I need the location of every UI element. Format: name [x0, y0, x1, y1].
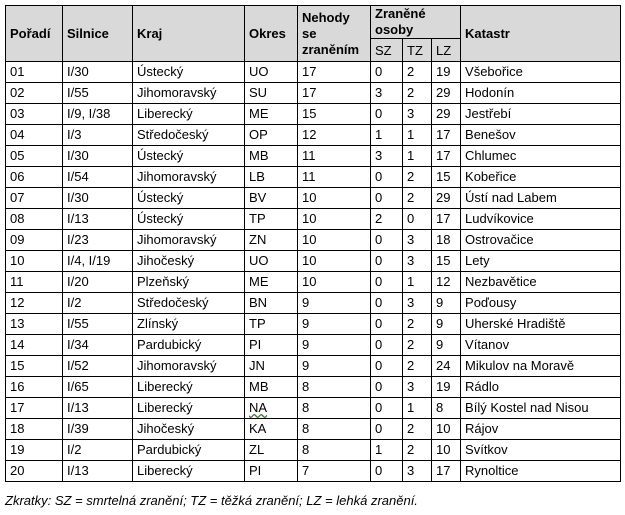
- cell-katastr: Nezbavětice: [461, 272, 621, 293]
- cell-poradi: 03: [6, 104, 63, 125]
- cell-lz: 29: [432, 83, 461, 104]
- cell-sz: 0: [371, 230, 403, 251]
- cell-sz: 0: [371, 398, 403, 419]
- cell-tz: 2: [403, 83, 432, 104]
- cell-nehody: 9: [298, 335, 371, 356]
- cell-nehody: 10: [298, 272, 371, 293]
- cell-silnice: I/30: [63, 146, 133, 167]
- cell-sz: 0: [371, 419, 403, 440]
- cell-tz: 2: [403, 62, 432, 83]
- cell-nehody: 8: [298, 398, 371, 419]
- cell-silnice: I/9, I/38: [63, 104, 133, 125]
- cell-poradi: 09: [6, 230, 63, 251]
- cell-nehody: 17: [298, 62, 371, 83]
- cell-silnice: I/2: [63, 293, 133, 314]
- cell-katastr: Ústí nad Labem: [461, 188, 621, 209]
- header-silnice: Silnice: [63, 6, 133, 62]
- cell-kraj: Ústecký: [133, 188, 245, 209]
- cell-poradi: 05: [6, 146, 63, 167]
- cell-silnice: I/13: [63, 398, 133, 419]
- cell-sz: 1: [371, 125, 403, 146]
- cell-okres: UO: [245, 62, 298, 83]
- cell-kraj: Jihomoravský: [133, 167, 245, 188]
- cell-kraj: Zlínský: [133, 314, 245, 335]
- cell-sz: 0: [371, 335, 403, 356]
- table-row: [6, 314, 621, 335]
- cell-nehody: 9: [298, 293, 371, 314]
- cell-nehody: 8: [298, 419, 371, 440]
- footnote: Zkratky: SZ = smrtelná zranění; TZ = těžká zranění; LZ = lehká zranění.: [5, 493, 418, 508]
- cell-nehody: 7: [298, 461, 371, 482]
- table-body: [6, 62, 621, 482]
- cell-okres: UO: [245, 251, 298, 272]
- cell-silnice: I/34: [63, 335, 133, 356]
- cell-tz: 2: [403, 314, 432, 335]
- cell-tz: 1: [403, 398, 432, 419]
- cell-okres: MB: [245, 377, 298, 398]
- header-nehody: Nehody se zraněním: [298, 6, 371, 62]
- cell-tz: 1: [403, 146, 432, 167]
- cell-lz: 17: [432, 146, 461, 167]
- header-poradi: Pořadí: [6, 6, 63, 62]
- cell-katastr: Bílý Kostel nad Nisou: [461, 398, 621, 419]
- cell-nehody: 11: [298, 146, 371, 167]
- cell-katastr: Mikulov na Moravě: [461, 356, 621, 377]
- cell-lz: 29: [432, 188, 461, 209]
- cell-kraj: Jihomoravský: [133, 83, 245, 104]
- cell-okres: PI: [245, 335, 298, 356]
- cell-tz: 2: [403, 419, 432, 440]
- table-row: [6, 251, 621, 272]
- cell-lz: 15: [432, 167, 461, 188]
- accident-table: [5, 5, 621, 482]
- cell-okres: ZL: [245, 440, 298, 461]
- table-row: [6, 104, 621, 125]
- cell-tz: 2: [403, 335, 432, 356]
- cell-kraj: Pardubický: [133, 335, 245, 356]
- cell-okres: JN: [245, 356, 298, 377]
- cell-poradi: 01: [6, 62, 63, 83]
- cell-poradi: 16: [6, 377, 63, 398]
- cell-okres: ME: [245, 104, 298, 125]
- table-row: [6, 272, 621, 293]
- cell-sz: 0: [371, 251, 403, 272]
- cell-sz: 0: [371, 377, 403, 398]
- cell-sz: 2: [371, 209, 403, 230]
- cell-okres: KA: [245, 419, 298, 440]
- cell-okres: TP: [245, 314, 298, 335]
- cell-kraj: Liberecký: [133, 398, 245, 419]
- cell-kraj: Pardubický: [133, 440, 245, 461]
- table-row: [6, 146, 621, 167]
- cell-katastr: Kobeřice: [461, 167, 621, 188]
- cell-silnice: I/52: [63, 356, 133, 377]
- cell-sz: 0: [371, 188, 403, 209]
- cell-katastr: Benešov: [461, 125, 621, 146]
- cell-kraj: Jihočeský: [133, 251, 245, 272]
- cell-nehody: 10: [298, 209, 371, 230]
- cell-katastr: Rájov: [461, 419, 621, 440]
- cell-poradi: 04: [6, 125, 63, 146]
- cell-okres: NA: [245, 398, 298, 419]
- cell-katastr: Vítanov: [461, 335, 621, 356]
- cell-lz: 10: [432, 419, 461, 440]
- header-lz: LZ: [432, 39, 461, 62]
- cell-tz: 3: [403, 461, 432, 482]
- cell-silnice: I/54: [63, 167, 133, 188]
- cell-okres: ME: [245, 272, 298, 293]
- cell-nehody: 9: [298, 356, 371, 377]
- cell-sz: 0: [371, 293, 403, 314]
- cell-okres: BV: [245, 188, 298, 209]
- cell-nehody: 9: [298, 314, 371, 335]
- cell-okres: MB: [245, 146, 298, 167]
- cell-silnice: I/55: [63, 83, 133, 104]
- cell-tz: 2: [403, 356, 432, 377]
- cell-kraj: Jihomoravský: [133, 230, 245, 251]
- table-row: [6, 335, 621, 356]
- cell-nehody: 10: [298, 251, 371, 272]
- cell-lz: 18: [432, 230, 461, 251]
- cell-poradi: 11: [6, 272, 63, 293]
- cell-nehody: 10: [298, 230, 371, 251]
- cell-tz: 3: [403, 293, 432, 314]
- cell-lz: 15: [432, 251, 461, 272]
- cell-silnice: I/13: [63, 209, 133, 230]
- cell-sz: 1: [371, 440, 403, 461]
- cell-poradi: 20: [6, 461, 63, 482]
- cell-silnice: I/13: [63, 461, 133, 482]
- cell-sz: 0: [371, 104, 403, 125]
- cell-kraj: Jihočeský: [133, 419, 245, 440]
- cell-kraj: Ústecký: [133, 62, 245, 83]
- cell-okres: LB: [245, 167, 298, 188]
- cell-katastr: Všebořice: [461, 62, 621, 83]
- table-row: [6, 461, 621, 482]
- cell-okres: PI: [245, 461, 298, 482]
- cell-sz: 3: [371, 146, 403, 167]
- header-okres: Okres: [245, 6, 298, 62]
- cell-lz: 19: [432, 377, 461, 398]
- cell-lz: 9: [432, 335, 461, 356]
- cell-nehody: 10: [298, 188, 371, 209]
- cell-kraj: Jihomoravský: [133, 356, 245, 377]
- cell-silnice: I/39: [63, 419, 133, 440]
- table-row: [6, 377, 621, 398]
- cell-silnice: I/2: [63, 440, 133, 461]
- table-row: [6, 356, 621, 377]
- cell-nehody: 12: [298, 125, 371, 146]
- table-row: [6, 230, 621, 251]
- table-row: [6, 398, 621, 419]
- cell-okres: SU: [245, 83, 298, 104]
- cell-katastr: Svítkov: [461, 440, 621, 461]
- cell-sz: 3: [371, 83, 403, 104]
- header-sz: SZ: [371, 39, 403, 62]
- cell-nehody: 11: [298, 167, 371, 188]
- cell-lz: 9: [432, 314, 461, 335]
- table-row: [6, 293, 621, 314]
- cell-lz: 9: [432, 293, 461, 314]
- cell-kraj: Plzeňský: [133, 272, 245, 293]
- cell-silnice: I/30: [63, 62, 133, 83]
- cell-nehody: 17: [298, 83, 371, 104]
- cell-poradi: 14: [6, 335, 63, 356]
- cell-katastr: Hodonín: [461, 83, 621, 104]
- cell-poradi: 18: [6, 419, 63, 440]
- cell-lz: 8: [432, 398, 461, 419]
- cell-sz: 0: [371, 461, 403, 482]
- table-row: [6, 188, 621, 209]
- cell-lz: 29: [432, 104, 461, 125]
- cell-tz: 0: [403, 209, 432, 230]
- table-row: [6, 209, 621, 230]
- cell-kraj: Ústecký: [133, 209, 245, 230]
- cell-lz: 10: [432, 440, 461, 461]
- cell-lz: 12: [432, 272, 461, 293]
- cell-tz: 3: [403, 251, 432, 272]
- cell-katastr: Ostrovačice: [461, 230, 621, 251]
- cell-poradi: 17: [6, 398, 63, 419]
- cell-poradi: 19: [6, 440, 63, 461]
- cell-silnice: I/30: [63, 188, 133, 209]
- header-katastr: Katastr: [461, 6, 621, 62]
- cell-silnice: I/3: [63, 125, 133, 146]
- header-tz: TZ: [403, 39, 432, 62]
- cell-poradi: 02: [6, 83, 63, 104]
- cell-lz: 17: [432, 125, 461, 146]
- cell-tz: 2: [403, 188, 432, 209]
- cell-sz: 0: [371, 272, 403, 293]
- cell-katastr: Uherské Hradiště: [461, 314, 621, 335]
- cell-lz: 17: [432, 209, 461, 230]
- cell-poradi: 06: [6, 167, 63, 188]
- cell-katastr: Chlumec: [461, 146, 621, 167]
- cell-lz: 17: [432, 461, 461, 482]
- cell-tz: 3: [403, 104, 432, 125]
- cell-silnice: I/23: [63, 230, 133, 251]
- cell-okres: TP: [245, 209, 298, 230]
- cell-silnice: I/20: [63, 272, 133, 293]
- cell-okres: ZN: [245, 230, 298, 251]
- cell-kraj: Liberecký: [133, 377, 245, 398]
- cell-silnice: I/55: [63, 314, 133, 335]
- header-kraj: Kraj: [133, 6, 245, 62]
- cell-poradi: 15: [6, 356, 63, 377]
- table-row: [6, 83, 621, 104]
- cell-okres: BN: [245, 293, 298, 314]
- cell-poradi: 12: [6, 293, 63, 314]
- cell-katastr: Lety: [461, 251, 621, 272]
- cell-poradi: 07: [6, 188, 63, 209]
- cell-tz: 3: [403, 230, 432, 251]
- cell-sz: 0: [371, 356, 403, 377]
- cell-poradi: 10: [6, 251, 63, 272]
- cell-okres: OP: [245, 125, 298, 146]
- cell-silnice: I/4, I/19: [63, 251, 133, 272]
- cell-katastr: Rádlo: [461, 377, 621, 398]
- cell-kraj: Středočeský: [133, 293, 245, 314]
- table-row: [6, 440, 621, 461]
- cell-kraj: Liberecký: [133, 104, 245, 125]
- cell-poradi: 13: [6, 314, 63, 335]
- table-row: [6, 125, 621, 146]
- cell-katastr: Ludvíkovice: [461, 209, 621, 230]
- header-zranene-osoby: Zraněné osoby: [371, 6, 461, 39]
- cell-kraj: Liberecký: [133, 461, 245, 482]
- cell-nehody: 8: [298, 440, 371, 461]
- cell-tz: 2: [403, 167, 432, 188]
- cell-katastr: Poďousy: [461, 293, 621, 314]
- cell-lz: 19: [432, 62, 461, 83]
- cell-katastr: Rynoltice: [461, 461, 621, 482]
- cell-katastr: Jestřebí: [461, 104, 621, 125]
- cell-lz: 24: [432, 356, 461, 377]
- table-row: [6, 167, 621, 188]
- cell-sz: 0: [371, 62, 403, 83]
- cell-sz: 0: [371, 167, 403, 188]
- cell-nehody: 15: [298, 104, 371, 125]
- cell-tz: 1: [403, 125, 432, 146]
- cell-tz: 2: [403, 440, 432, 461]
- cell-tz: 3: [403, 377, 432, 398]
- cell-kraj: Ústecký: [133, 146, 245, 167]
- cell-poradi: 08: [6, 209, 63, 230]
- cell-tz: 1: [403, 272, 432, 293]
- cell-nehody: 8: [298, 377, 371, 398]
- table-row: [6, 419, 621, 440]
- cell-sz: 0: [371, 314, 403, 335]
- table-row: [6, 62, 621, 83]
- cell-silnice: I/65: [63, 377, 133, 398]
- cell-kraj: Středočeský: [133, 125, 245, 146]
